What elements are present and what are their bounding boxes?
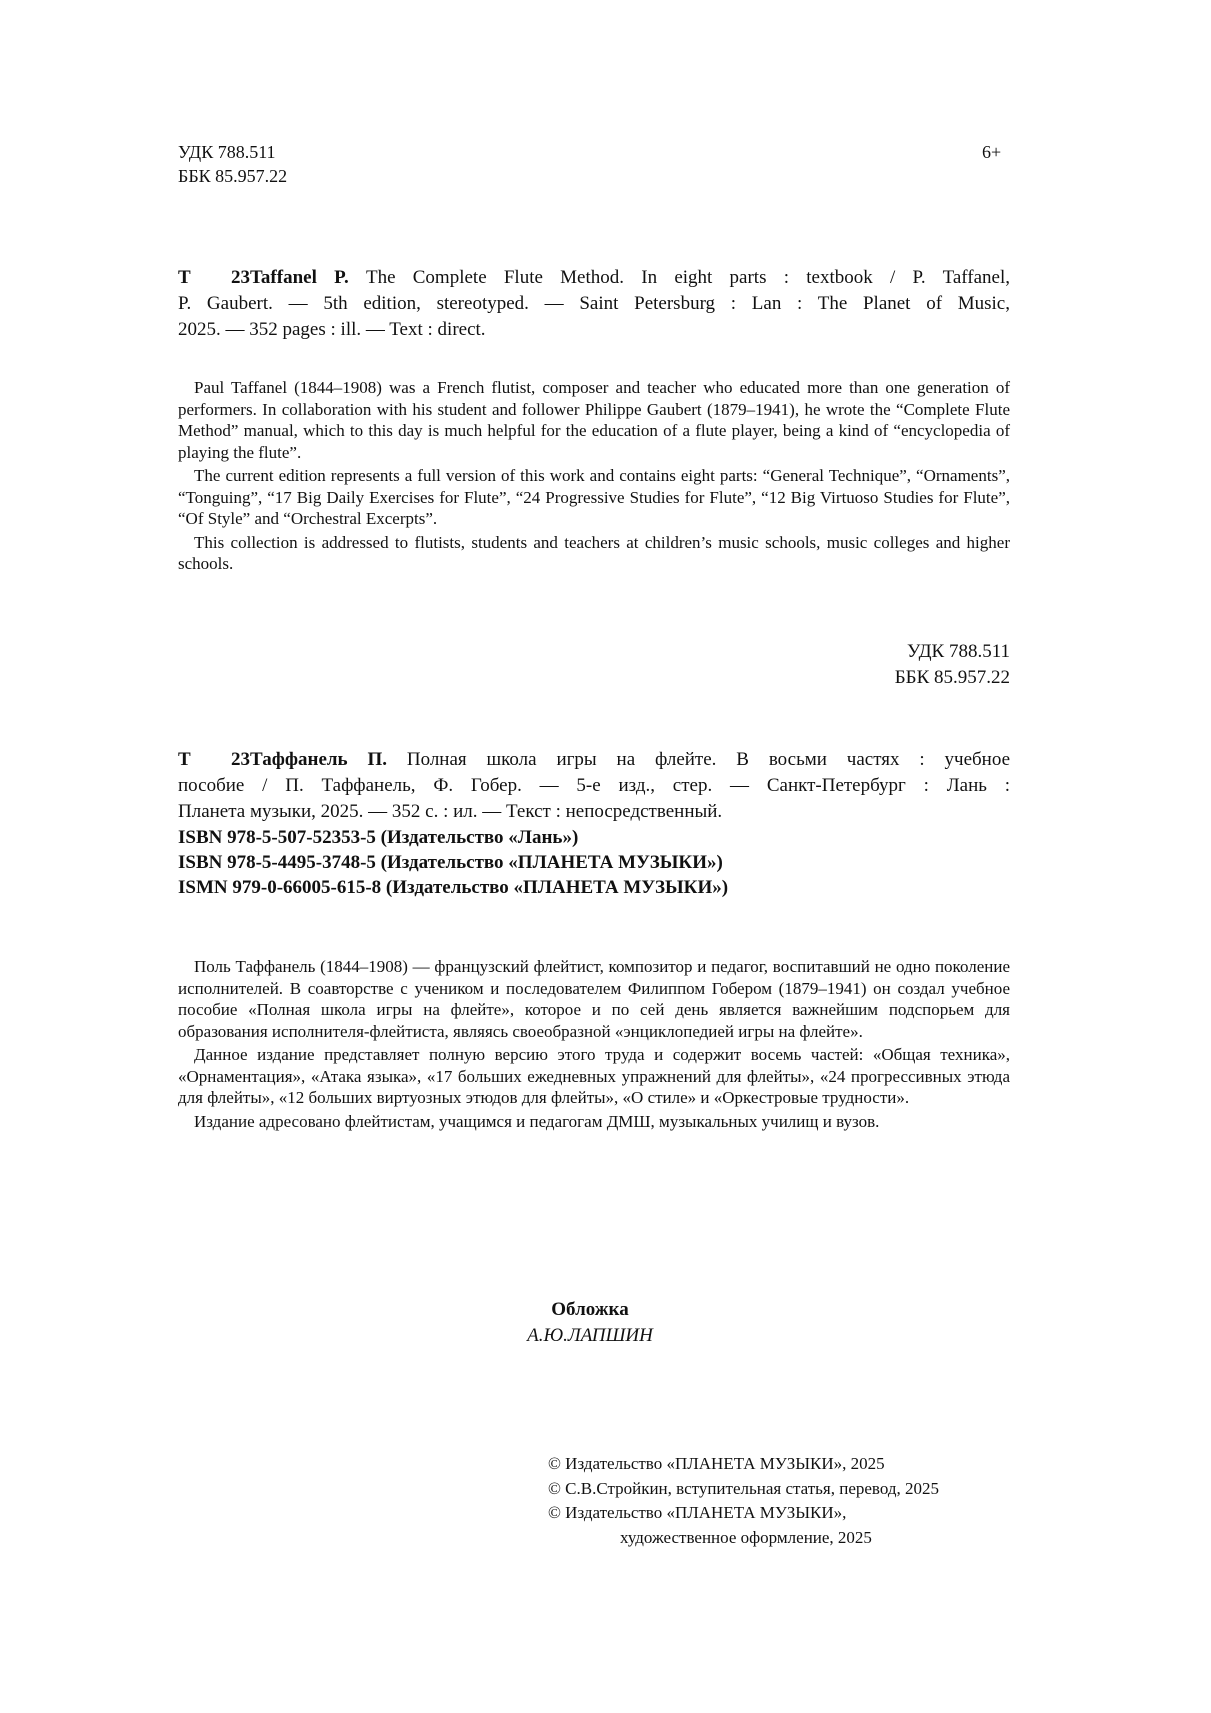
copyright-line-4: художественное оформление, 2025 — [620, 1527, 872, 1547]
russian-entry-code: Т 23 — [178, 749, 250, 770]
english-abstract-paragraph-1: Paul Taffanel (1844–1908) was a French flutist, composer and teacher who educated more than one generation of performers. In collaboration with his student and follower Philippe Gaubert (1879–1941), he wrote the “Complete Flute Method” manual, which to this day is much helpful for the education of a flute player, being a kind of “encyclopedia of playing the flute”. — [178, 378, 1010, 462]
english-entry-line-2: P. Gaubert. — 5th edition, stereotyped. — Saint Petersburg : Lan : The Planet of Music, — [178, 293, 1010, 314]
russian-abstract — [178, 956, 1010, 1132]
isbn-block — [178, 826, 1010, 899]
russian-entry-line-1 — [178, 748, 1010, 771]
copyright-line-1: © Издательство «ПЛАНЕТА МУЗЫКИ», 2025 — [548, 1454, 885, 1473]
english-abstract-paragraph-3: This collection is addressed to flutists, students and teachers at children’s music schools, music colleges and higher schools. — [178, 532, 1010, 573]
english-abstract-paragraph-2: The current edition represents a full version of this work and contains eight parts: “General Technique”, “Ornaments”, “Tonguing”, “17 Big Daily Exercises for Flute”, “24 Progressive Studies for Flute”, “12 Big Virtuoso Studies for Flute”, “Of Style” and “Orchestral Excerpts”. — [178, 466, 1010, 528]
isbn-lan: ISBN 978-5-507-52353-5 (Издательство «Лань») — [178, 827, 579, 848]
russian-abstract-paragraph-3: Издание адресовано флейтистам, учащимся и педагогам ДМШ, музыкальных училищ и вузов. — [194, 1111, 880, 1131]
russian-abstract-paragraph-1: Поль Таффанель (1844–1908) — французский флейтист, композитор и педагог, воспитавший не одно поколение исполнителей. В соавторстве с учеником и последователем Филиппом Гобером (1879–1941) он создал учебное пособие «Полная школа игры на флейте», которое и по сей день является важнейшим подспорьем для образования исполнителя-флейтиста, являясь своеобразной «энциклопедией игры на флейте». — [178, 957, 1010, 1041]
english-abstract — [178, 377, 1010, 575]
cover-label: Обложка — [551, 1299, 629, 1320]
age-rating: 6+ — [982, 142, 1002, 162]
english-entry-author: Taffanel P. — [250, 267, 349, 288]
copyright-line-2: © С.В.Стройкин, вступительная статья, перевод, 2025 — [548, 1478, 939, 1498]
russian-entry-line-3: Планета музыки, 2025. — 352 с. : ил. — Текст : непосредственный. — [178, 801, 723, 822]
russian-abstract-paragraph-2: Данное издание представляет полную версию этого труда и содержит восемь частей: «Общая техника», «Орнаментация», «Атака языка», «17 больших ежедневных упражнений для флейты», «24 прогрессивных этюда для флейты», «12 больших виртуозных этюдов для флейты», «О стиле» и «Оркестровые трудности». — [178, 1045, 1010, 1107]
russian-entry-line-2: пособие / П. Таффанель, Ф. Гобер. — 5-е изд., стер. — Санкт-Петербург : Лань : — [178, 775, 1010, 796]
middle-udk-code: УДК 788.511 — [907, 641, 1010, 662]
top-udk-code: УДК 788.511 — [178, 142, 276, 162]
copyright-block — [548, 1453, 1008, 1548]
english-entry-code: T 23 — [178, 267, 250, 288]
english-bibliographic-entry — [178, 266, 1010, 341]
middle-bbk-code: ББК 85.957.22 — [894, 667, 1010, 688]
cover-artist: А.Ю.ЛАПШИН — [527, 1325, 653, 1346]
russian-entry-author: Таффанель П. — [250, 749, 387, 770]
top-bbk-code: ББК 85.957.22 — [178, 166, 288, 186]
english-entry-line-1 — [178, 266, 1010, 289]
isbn-planeta-muzyki: ISBN 978-5-4495-3748-5 (Издательство «ПЛАНЕТА МУЗЫКИ») — [178, 852, 723, 873]
english-entry-title: The Complete Flute Method. In eight parts : textbook / P. Taffanel, — [365, 267, 1011, 288]
ismn-planeta-muzyki: ISMN 979-0-66005-615-8 (Издательство «ПЛАНЕТА МУЗЫКИ») — [178, 877, 729, 898]
russian-entry-title: Полная школа игры на флейте. В восьми частях : учебное — [406, 749, 1011, 770]
copyright-line-3: © Издательство «ПЛАНЕТА МУЗЫКИ», — [548, 1503, 847, 1522]
english-entry-line-3: 2025. — 352 pages : ill. — Text : direct. — [178, 319, 486, 340]
russian-bibliographic-entry — [178, 748, 1010, 823]
